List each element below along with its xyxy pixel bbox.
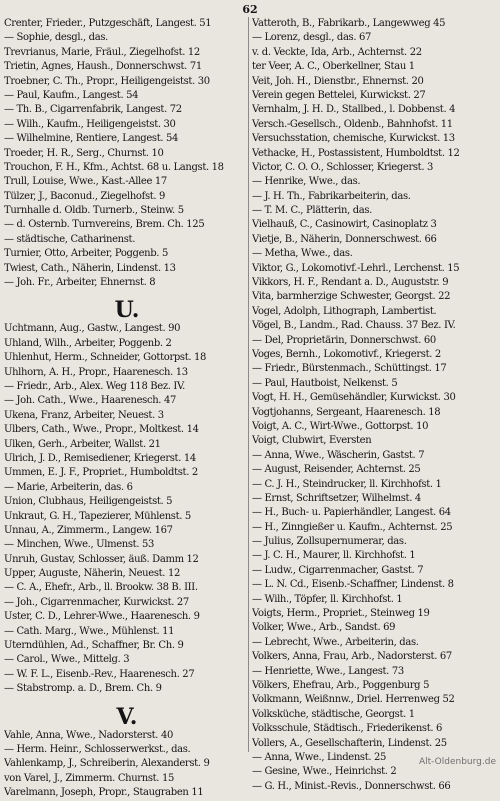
directory-entry: — G. H., Minist.-Revis., Donnerschwst. 66 [252, 780, 451, 792]
directory-entry: — Ernst, Schriftsetzer, Wilhelmst. 4 [252, 492, 421, 504]
directory-entry: Vogel, Adolph, Lithograph, Lambertist. [252, 305, 437, 317]
directory-entry: Ulrich, J. D., Remisediener, Kriegerst. 14 [4, 452, 196, 464]
column-divider [248, 17, 249, 752]
directory-entry: — Anna, Wwe., Wäscherin, Gastst. 7 [252, 449, 425, 461]
directory-entry: — Sophie, desgl., das. [4, 32, 108, 44]
directory-entry: — August, Reisender, Achternst. 25 [252, 464, 421, 476]
directory-entry: Versuchsstation, chemische, Kurwickst. 13 [252, 133, 455, 145]
directory-entry: Vernhalm, J. H. D., Stallbed., l. Dobbenst. 4 [252, 104, 456, 116]
directory-entry: Vikkors, H. F., Rendant a. D., Auguststr. 9 [252, 277, 449, 289]
directory-entry: — J. C. H., Maurer, ll. Kirchhofst. 1 [252, 550, 416, 562]
directory-entry: — Metha, Wwe., das. [252, 248, 353, 260]
directory-entry: — C. J. H., Steindrucker, ll. Kirchhofst. 1 [252, 478, 442, 490]
directory-entry: — Gesine, Wwe., Heinrichst. 2 [252, 766, 397, 778]
directory-entry: — Ludw., Cigarrenmacher, Gastst. 7 [252, 564, 424, 576]
directory-entry: — Del, Proprietärin, Donnerschwst. 60 [252, 334, 436, 346]
directory-entry: Vielhauß, C., Casinowirt, Casinoplatz 3 [252, 219, 437, 231]
directory-entry: Uchtmann, Aug., Gastw., Langest. 90 [4, 323, 181, 335]
directory-entry: Vahle, Anna, Wwe., Nadorsterst. 40 [4, 729, 173, 741]
directory-entry: Ulken, Gerh., Arbeiter, Wallst. 21 [4, 438, 161, 450]
directory-entry: — Paul, Kaufm., Langest. 54 [4, 89, 139, 101]
directory-entry: Uster, C. D., Lehrer-Wwe., Haarenesch. 9 [4, 611, 200, 623]
directory-entry: — Herm. Heinr., Schlosserwerkst., das. [4, 743, 191, 755]
directory-entry: Viktor, G., Lokomotivf.-Lehrl., Lerchenst. 15 [252, 262, 460, 274]
directory-entry: Vahlenkamp, J., Schreiberin, Alexanderst. 9 [4, 758, 210, 770]
directory-entry: — Wilh., Töpfer, ll. Kirchhofst. 1 [252, 593, 403, 605]
watermark: Alt-Oldenburg.de [418, 757, 496, 767]
directory-entry: Twiest, Cath., Näherin, Lindenst. 13 [4, 262, 176, 274]
directory-entry: — Lorenz, desgl., das. 67 [252, 32, 372, 44]
directory-entry: Trevrianus, Marie, Fräul., Ziegelhofst. 12 [4, 46, 200, 58]
directory-entry: — Joh. Cath., Wwe., Haarenesch. 47 [4, 395, 176, 407]
directory-entry: Vatteroth, B., Fabrikarb., Langewweg 45 [252, 18, 446, 29]
directory-entry: Ulbers, Cath., Wwe., Propr., Moltkest. 14 [4, 424, 199, 436]
directory-entry: — Carol., Wwe., Mittelg. 3 [4, 654, 130, 666]
directory-entry: — Julius, Zollsupernumerar, das. [252, 536, 407, 548]
directory-entry: Troeder, H. R., Serg., Churnst. 10 [4, 147, 164, 159]
directory-entry: — Stabstromp. a. D., Brem. Ch. 9 [4, 683, 162, 695]
directory-entry: — Joh. Fr., Arbeiter, Ehnernst. 8 [4, 277, 156, 289]
directory-entry: — Henrike, Wwe., das. [252, 176, 361, 188]
directory-entry: — L. N. Cd., Eisenb.-Schaffner, Lindenst. 8 [252, 579, 454, 591]
right-column [252, 17, 498, 794]
directory-entry: — Wilhelmine, Rentiere, Langest. 54 [4, 133, 179, 145]
directory-entry: — J. H. Th., Fabrikarbeiterin, das. [252, 190, 411, 202]
directory-entry: — W. F. L., Eisenb.-Rev., Haarenesch. 27 [4, 668, 195, 680]
directory-entry: Voges, Bernh., Lokomotivf., Kriegerst. 2 [252, 348, 441, 360]
directory-entry: ter Veer, A. C., Oberkellner, Stau 1 [252, 61, 415, 73]
directory-entry: Troebner, C. Th., Propr., Heiligengeistst. 30 [4, 75, 210, 87]
directory-entry: Voigts, Herm., Propriet., Steinweg 19 [252, 608, 430, 620]
directory-entry: Versch.-Gesellsch., Oldenb., Bahnhofst. 11 [252, 118, 453, 130]
directory-entry: — d. Osternb. Turnvereins, Brem. Ch. 125 [4, 219, 205, 231]
directory-entry: Trouchon, F. H., Kfm., Achtst. 68 u. Langst. 18 [4, 161, 224, 173]
section-letter-heading: U. [114, 297, 140, 324]
directory-entry: — Anna, Wwe., Lindenst. 25 [252, 751, 387, 763]
directory-entry: Union, Clubhaus, Heiligengeistst. 5 [4, 496, 173, 508]
section-letter-heading: V. [116, 703, 138, 730]
directory-entry: — Th. B., Cigarrenfabrik, Langest. 72 [4, 104, 182, 116]
directory-entry: Völkers, Ehefrau, Arb., Poggenburg 5 [252, 679, 430, 691]
directory-entry: Uhlenhut, Herm., Schneider, Gottorpst. 18 [4, 352, 207, 364]
directory-entry: Victor, C. O. O., Schlosser, Kriegerst. 3 [252, 161, 434, 173]
directory-entry: Vögel, B., Landm., Rad. Chauss. 37 Bez. IV. [252, 320, 456, 332]
directory-entry: Unnau, A., Zimmerm., Langew. 167 [4, 524, 173, 536]
directory-entry: Tülzer, J., Baconud., Ziegelhofst. 9 [4, 190, 166, 202]
directory-entry: Upper, Auguste, Näherin, Neuest. 12 [4, 568, 180, 580]
directory-entry: Volksschule, Städtisch., Friederikenst. 6 [252, 723, 443, 735]
directory-entry: Ukena, Franz, Arbeiter, Neuest. 3 [4, 409, 164, 421]
directory-entry: v. d. Veckte, Ida, Arb., Achternst. 22 [252, 46, 422, 58]
directory-entry: Vogt, H. H., Gemüsehändler, Kurwickst. 30 [252, 392, 456, 404]
directory-entry: Volker, Wwe., Arb., Sandst. 69 [252, 622, 396, 634]
directory-entry: — T. M. C., Plätterin, das. [252, 205, 373, 217]
directory-entry: Trietin, Agnes, Haush., Donnerschwst. 71 [4, 61, 202, 73]
directory-entry: — städtische, Catharinenst. [4, 233, 136, 245]
directory-entry: Uhlhorn, A. H., Propr., Haarenesch. 13 [4, 366, 188, 378]
directory-entry: — Lebrecht, Wwe., Arbeiterin, das. [252, 636, 419, 648]
directory-entry: Vogtjohanns, Sergeant, Haarenesch. 18 [252, 406, 441, 418]
directory-entry: Volksküche, städtische, Georgst. 1 [252, 708, 415, 720]
directory-entry: — Henriette, Wwe., Langest. 73 [252, 665, 404, 677]
directory-entry: Vietje, B., Näherin, Donnerschwest. 66 [252, 233, 437, 245]
directory-entry: — Joh., Cigarrenmacher, Kurwickst. 27 [4, 596, 189, 608]
directory-entry: — Minchen, Wwe., Ulmenst. 53 [4, 539, 155, 551]
directory-entry: Ummen, E. J. F., Propriet., Humboldtst. 2 [4, 467, 198, 479]
directory-entry: Verein gegen Bettelei, Kurwickst. 27 [252, 89, 426, 101]
directory-entry: Uterndühlen, Ad., Schaffner, Br. Ch. 9 [4, 640, 184, 652]
directory-entry: — Friedr., Arb., Alex. Weg 118 Bez. IV. [4, 380, 185, 392]
directory-entry: — C. A., Ehefr., Arb., ll. Brookw. 38 B. III. [4, 582, 198, 594]
left-column [4, 17, 250, 801]
directory-entry: Varelmann, Joseph, Propr., Staugraben 11 [4, 787, 204, 799]
directory-entry: Vethacke, H., Postassistent, Humboldtst. 12 [252, 147, 460, 159]
directory-entry: — H., Buch- u. Papierhändler, Langest. 64 [252, 507, 451, 519]
directory-entry: — Cath. Marg., Wwe., Mühlenst. 11 [4, 625, 175, 637]
directory-entry: Veit, Joh. H., Dienstbr., Ehnernst. 20 [252, 75, 424, 87]
directory-entry: Voigt, Clubwirt, Eversten [252, 435, 372, 447]
directory-entry: Vollers, A., Gesellschafterin, Lindenst. 25 [252, 737, 447, 749]
directory-entry: — Wilh., Kaufm., Heiligengeistst. 30 [4, 118, 176, 130]
directory-entry: Vita, barmherzige Schwester, Georgst. 22 [252, 291, 451, 303]
directory-entry: Crenter, Frieder., Putzgeschäft, Langest. 51 [4, 18, 212, 29]
directory-entry: — Paul, Hautboist, Nelkenst. 5 [252, 377, 398, 389]
directory-entry: Unruh, Gustav, Schlosser, äuß. Damm 12 [4, 553, 199, 565]
directory-entry: Unkraut, G. H., Tapezierer, Mühlenst. 5 [4, 510, 191, 522]
directory-entry: Volkers, Anna, Frau, Arb., Nadorsterst. 67 [252, 651, 452, 663]
directory-entry: Turnier, Otto, Arbeiter, Poggenb. 5 [4, 248, 168, 260]
directory-entry: Trull, Louise, Wwe., Kast.-Allee 17 [4, 176, 167, 188]
directory-entry: Voigt, A. C., Wirt-Wwe., Gottorpst. 10 [252, 420, 429, 432]
directory-entry: Volkmann, Weißnnw., Driel. Herrenweg 52 [252, 694, 455, 706]
directory-entry: Uhland, Wilh., Arbeiter, Poggenb. 2 [4, 337, 172, 349]
directory-entry: Turnhalle d. Oldb. Turnerb., Steinw. 5 [4, 205, 184, 217]
page-number: 62 [242, 3, 258, 16]
directory-entry: — Marie, Arbeiterin, das. 6 [4, 481, 133, 493]
directory-entry: von Varel, J., Zimmerm. Churnst. 15 [4, 772, 174, 784]
directory-entry: — H., Zinngießer u. Kaufm., Achternst. 25 [252, 521, 453, 533]
directory-entry: — Friedr., Bürstenmach., Schüttingst. 17 [252, 363, 447, 375]
